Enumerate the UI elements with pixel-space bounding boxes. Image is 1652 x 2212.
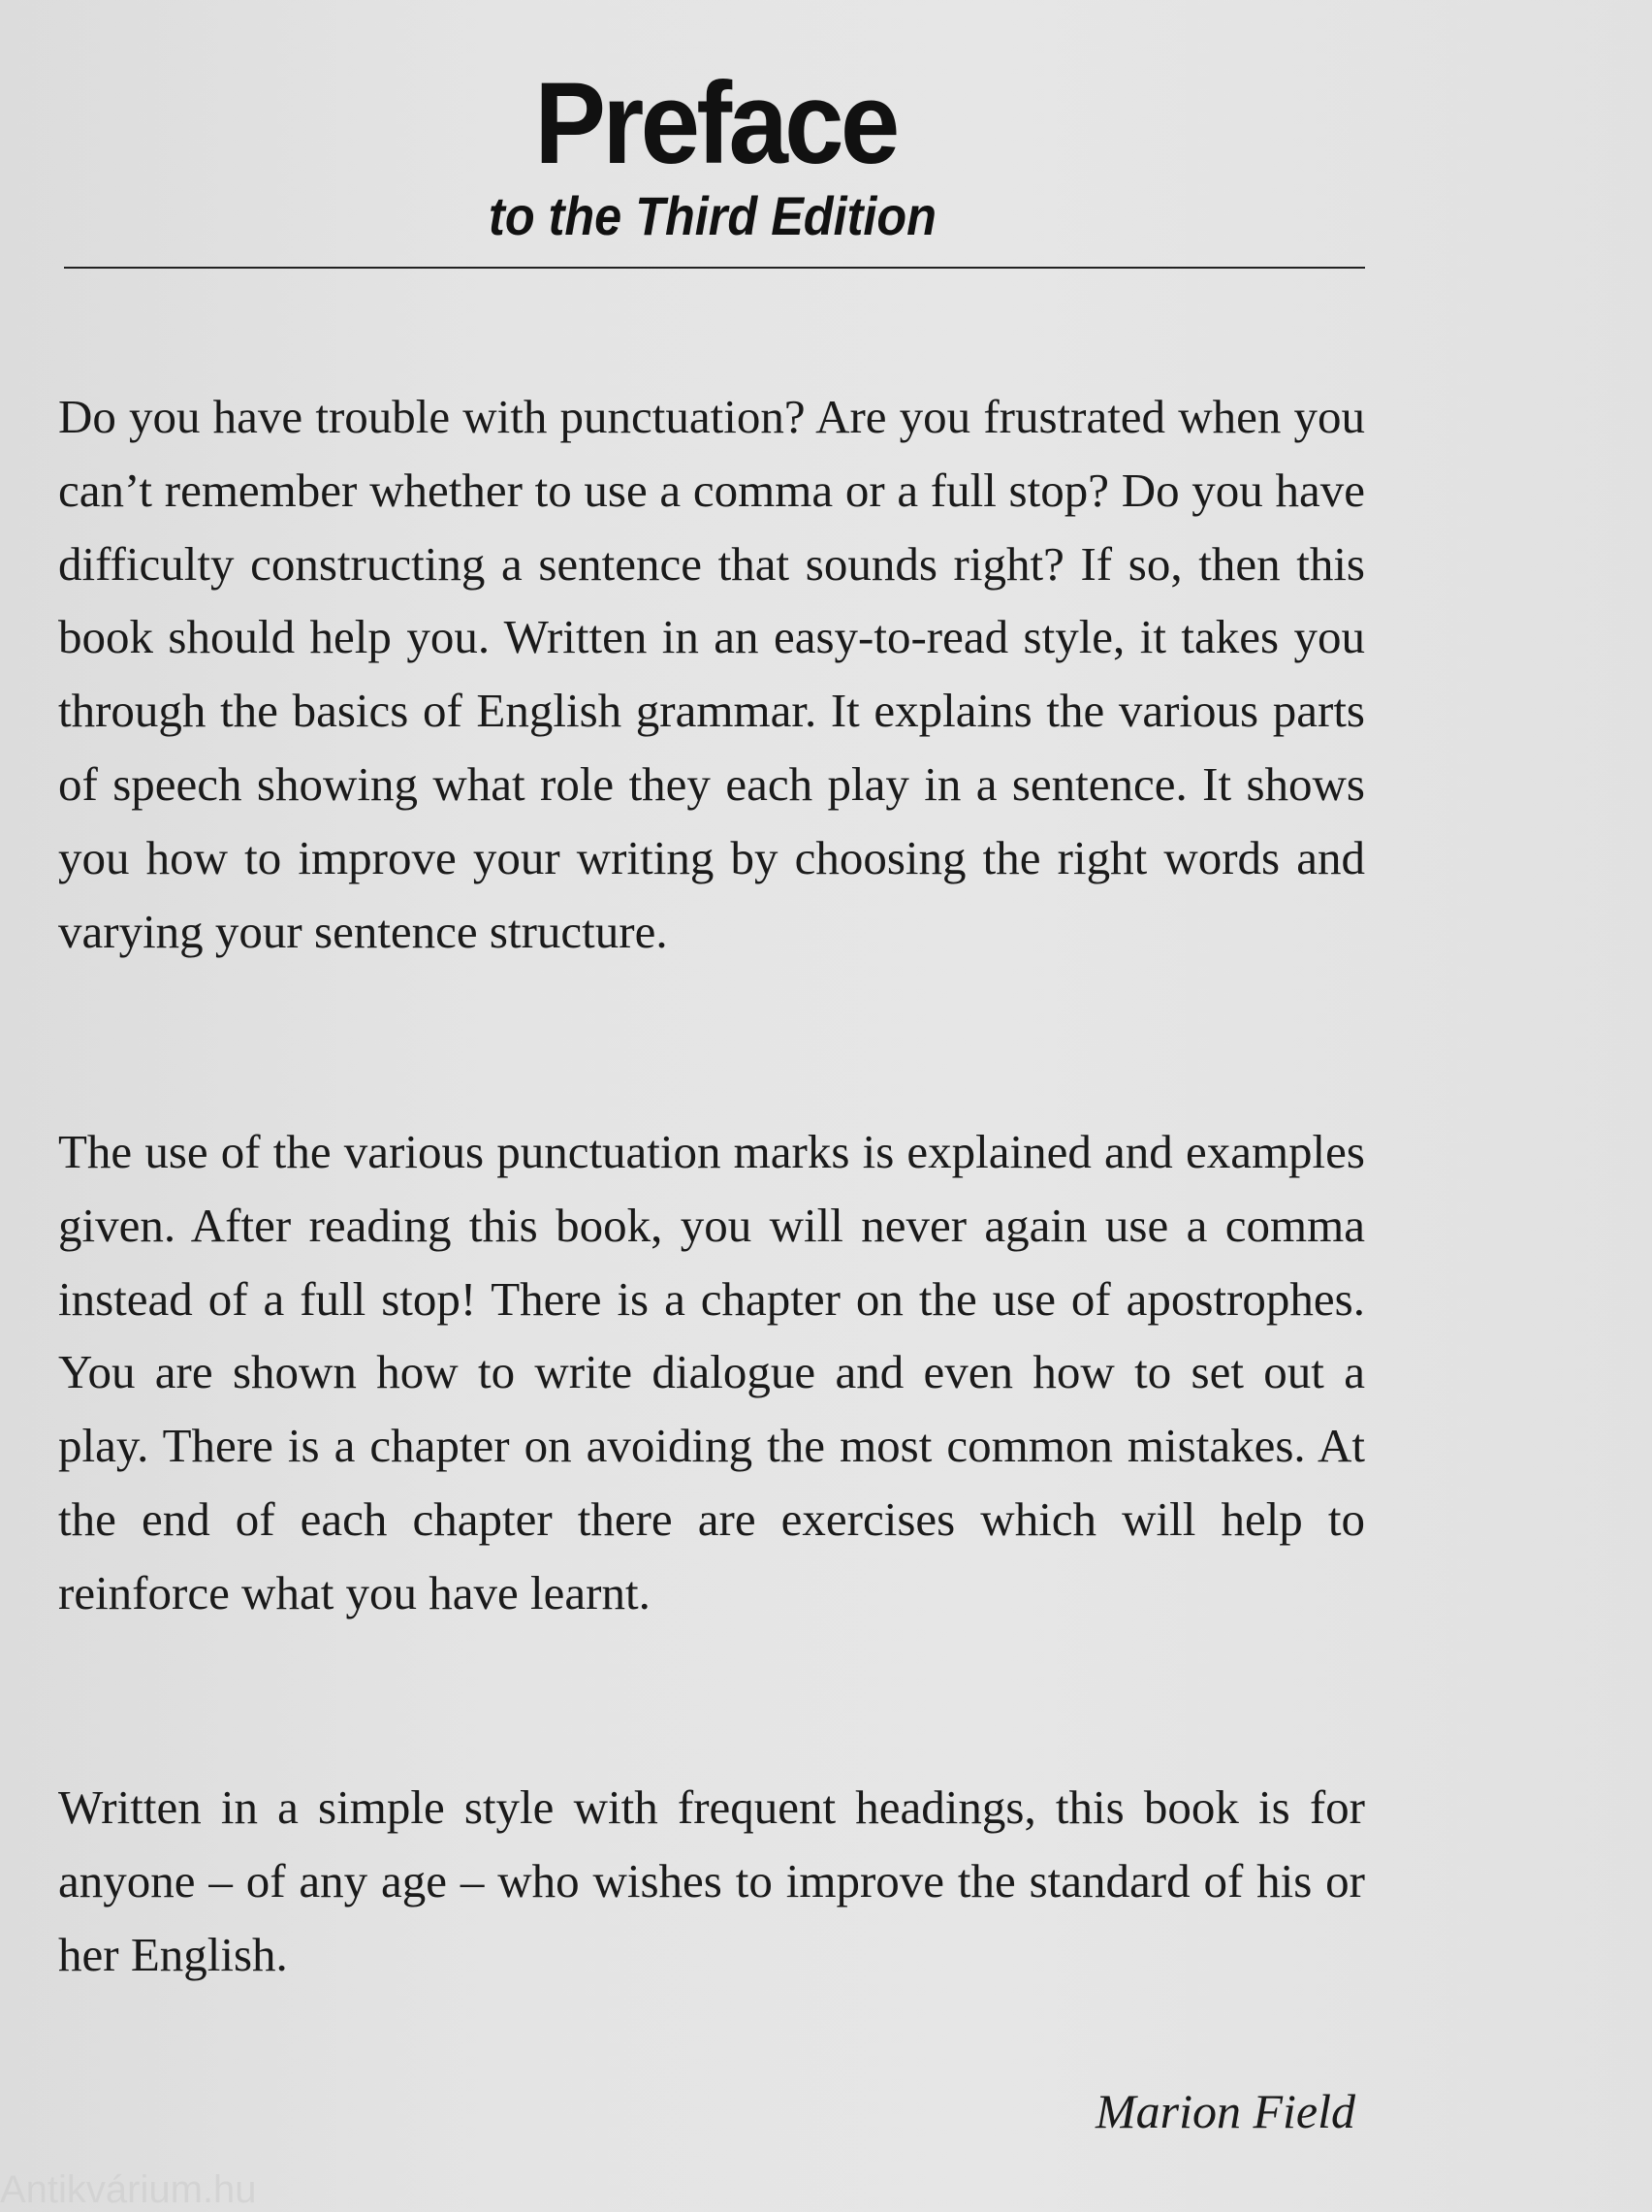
title-divider	[64, 267, 1365, 269]
author-signature: Marion Field	[1095, 2084, 1355, 2138]
paragraph-2: The use of the various punctuation marks is explained and examples given. After reading this book, you will never again use a comma instead of a full stop! There is a chapter on the use of apostrophes. You are shown how to write dialogue and even how to set out a play. There is a chapter on avoiding the most common mistakes. At the end of each chapter there are exercises which will help to reinforce what you have learnt.	[58, 1125, 1365, 1619]
page-subtitle: to the Third Edition	[489, 185, 937, 246]
paragraph-1: Do you have trouble with punctuation? Are you frustrated when you can’t remember whether to use a comma or a full stop? Do you have difficulty constructing a sentence that sounds right? If so, then this book should help you. Written in an easy-to-read style, it takes you through the basics of English grammar. It explains the various parts of speech showing what role they each play in a sentence. It shows you how to improve your writing by choosing the right words and varying your sentence structure.	[58, 390, 1365, 958]
paragraph-3: Written in a simple style with frequent headings, this book is for anyone – of any age – who wishes to improve the standard of his or her English.	[58, 1780, 1365, 1981]
page-title: Preface	[534, 58, 897, 188]
watermark: Antikvárium.hu	[0, 2168, 257, 2211]
